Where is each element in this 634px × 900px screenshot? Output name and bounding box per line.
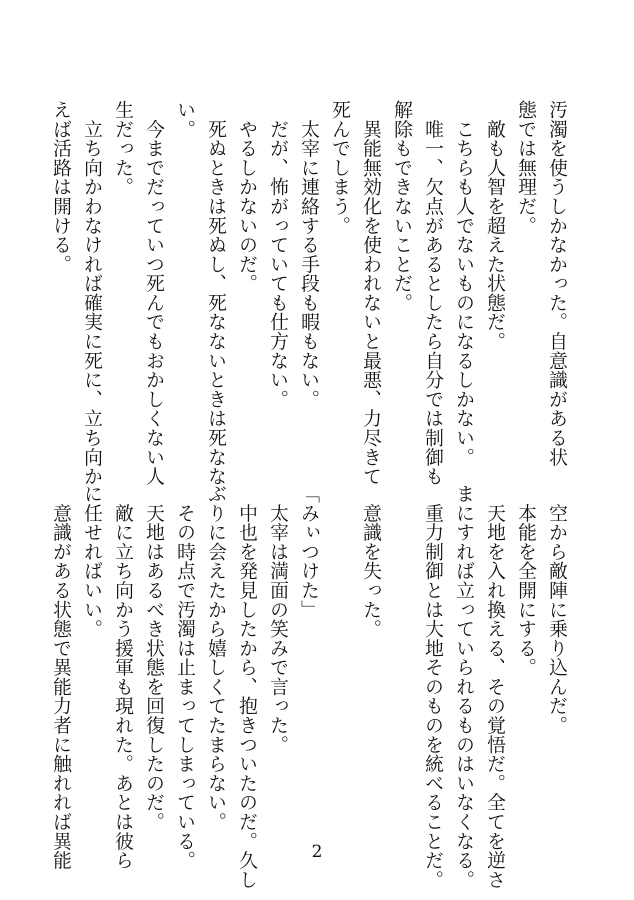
- text-line: こちらも人でないものになるしかない。: [453, 100, 474, 467]
- text-line: に任せればいい。: [81, 484, 102, 639]
- text-line: やるしかないのだ。: [236, 100, 257, 293]
- text-line: 死んでしまう。: [329, 100, 350, 236]
- text-line: 態では無理だ。: [515, 100, 536, 236]
- text-line: だが、怖がっていても仕方ない。: [267, 100, 288, 409]
- text-line: 天地はあるべき状態を回復したのだ。: [143, 484, 164, 832]
- text-line: 本能を全開にする。: [515, 484, 536, 677]
- text-line: 敵も人智を超えた状態だ。: [484, 100, 505, 351]
- text-line: 解除もできないことだ。: [391, 100, 412, 313]
- text-block-bottom: [50, 484, 572, 890]
- text-line: 立ち向かわなければ確実に死に、立ち向か: [81, 100, 102, 486]
- text-line: 死ぬときは死ぬし、死なないときは死なな: [205, 100, 226, 486]
- text-line: 太宰に連絡する手段も暇もない。: [298, 100, 319, 409]
- text-line: [324, 484, 355, 854]
- text-line: 意識を失った。: [360, 484, 381, 639]
- text-line: 今までだっていつ死んでもおかしくない人: [143, 100, 164, 486]
- text-line: 意識がある状態で異能力者に触れれば異能: [50, 484, 71, 870]
- text-line: 太宰は満面の笑みで言った。: [267, 484, 288, 755]
- text-line: 唯一、欠点があるとしたら自分では制御も: [422, 100, 443, 486]
- text-line: えば活路は開ける。: [50, 100, 71, 274]
- text-line: い。: [174, 100, 195, 139]
- text-line: 異能無効化を使われないと最悪、力尽きて: [360, 100, 381, 486]
- text-line: 敵に立ち向かう援軍も現れた。あとは彼ら: [112, 484, 133, 870]
- text-line: その時点で汚濁は止まってしまっている。: [174, 484, 195, 870]
- text-line: 生だった。: [112, 100, 133, 197]
- text-line: 「みぃつけた」: [298, 484, 319, 620]
- text-block-top: [50, 100, 572, 486]
- text-line: 重力制御とは大地そのものを統べることだ。: [422, 484, 443, 890]
- page-number: 2: [311, 842, 323, 862]
- text-line: 汚濁を使うしかなかった。自意識がある状: [546, 100, 567, 467]
- text-line: [386, 484, 417, 854]
- text-line: 空から敵陣に乗り込んだ。: [546, 484, 567, 735]
- text-line: 中也を発見したから、抱きついたのだ。久し: [236, 484, 257, 890]
- text-line: ぶりに会えたから嬉しくてたまらない。: [205, 484, 226, 832]
- text-line: 天地を入れ換える、その覚悟だ。全てを逆さ: [484, 484, 505, 890]
- text-line: まにすれば立っていられるものはいなくなる。: [453, 484, 474, 890]
